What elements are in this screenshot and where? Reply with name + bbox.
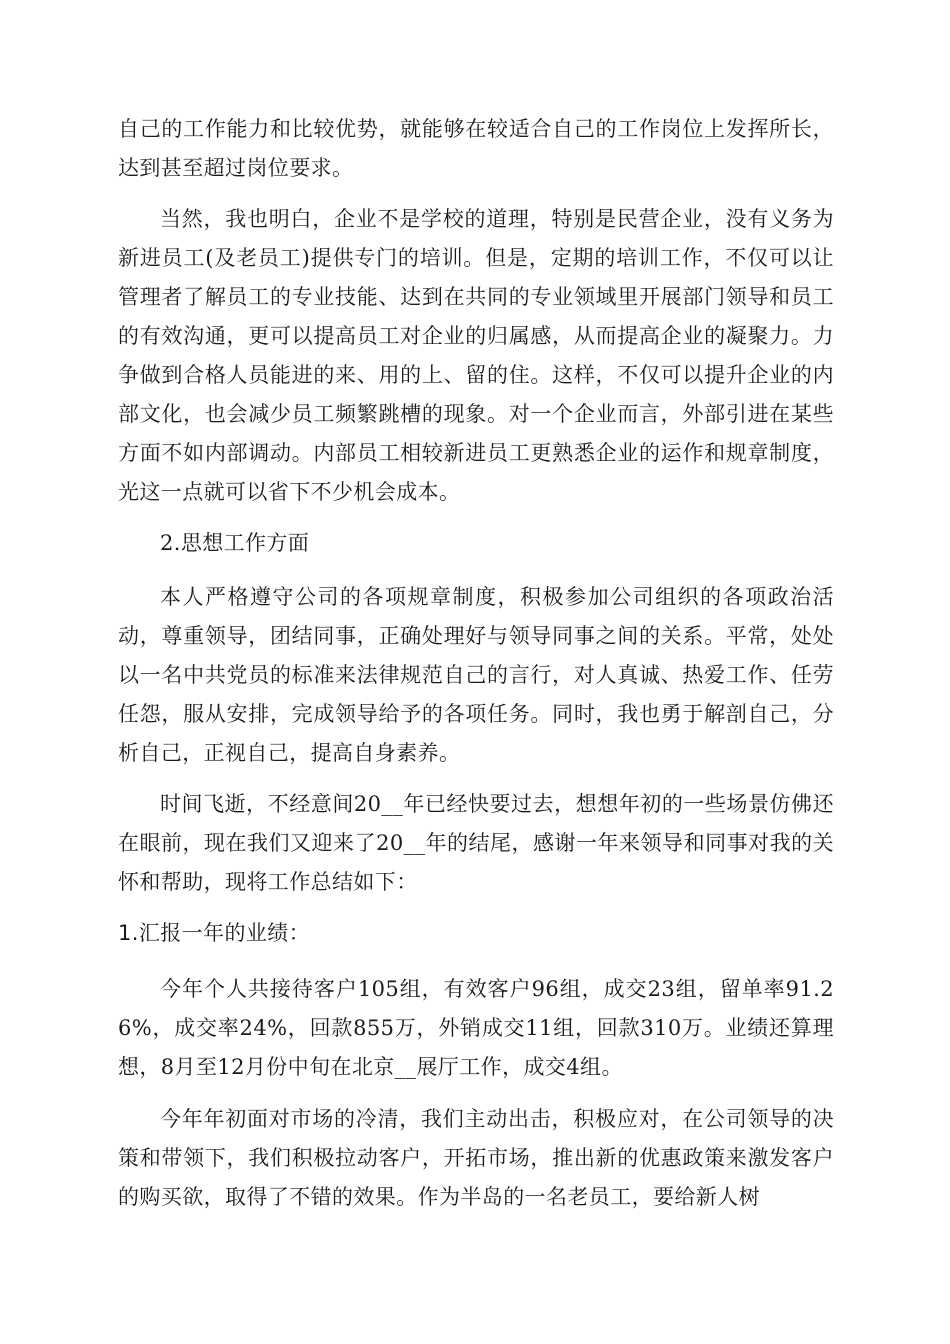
paragraph-performance: 今年个人共接待客户105组，有效客户96组，成交23组，留单率91.26%，成交率24%，回款855万，外销成交11组，回款310万。业绩还算理想，8月至12月份中旬在北京__展厅工作，成交4组。 xyxy=(118,977,835,1079)
paragraph-training: 当然，我也明白，企业不是学校的道理，特别是民营企业，没有义务为新进员工(及老员工)提供专门的培训。但是，定期的培训工作，不仅可以让管理者了解员工的专业技能、达到在共同的专业领域里开展部门领导和员工的有效沟通，更可以提高员工对企业的归属感，从而提高企业的凝聚力。力争做到合格人员能进的来、用的上、留的住。这样，不仅可以提升企业的内部文化，也会减少员工频繁跳槽的现象。对一个企业而言，外部引进在某些方面不如内部调动。内部员工相较新进员工更熟悉企业的运作和规章制度，光这一点就可以省下不少机会成本。 xyxy=(118,207,834,504)
section-heading-ideology: 2.思想工作方面 xyxy=(160,531,310,555)
paragraph-market: 今年年初面对市场的冷清，我们主动出击，积极应对，在公司领导的决策和带领下，我们积极拉动客户，开拓市场，推出新的优惠政策来激发客户的购买欲，取得了不错的效果。作为半岛的一名老员工，要给新人树 xyxy=(118,1107,834,1209)
heading-text: 汇报一年的业绩： xyxy=(138,921,311,945)
section-heading-performance xyxy=(118,914,834,953)
heading-number: 1. xyxy=(118,921,139,945)
paragraph-continued: 自己的工作能力和比较优势，就能够在较适合自己的工作岗位上发挥所长，达到甚至超过岗位要求。 xyxy=(118,117,834,180)
paragraph-ideology: 本人严格遵守公司的各项规章制度，积极参加公司组织的各项政治活动，尊重领导，团结同事，正确处理好与领导同事之间的关系。平常，处处以一名中共党员的标准来法律规范自己的言行，对人真诚、热爱工作、任劳任怨，服从安排，完成领导给予的各项任务。同时，我也勇于解剖自己，分析自己，正视自己，提高自身素养。 xyxy=(118,585,834,765)
paragraph-intro: 时间飞逝，不经意间20__年已经快要过去，想想年初的一些场景仿佛还在眼前，现在我们又迎来了20__年的结尾，感谢一年来领导和同事对我的关怀和帮助，现将工作总结如下： xyxy=(118,792,834,894)
